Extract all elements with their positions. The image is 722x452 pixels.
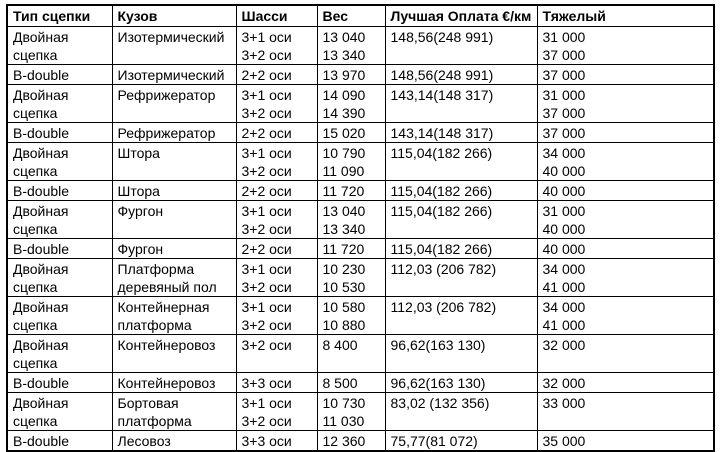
cell-body-type (112, 430, 236, 451)
cell-line: 31 000 (542, 28, 586, 45)
cell-line: 3+1 оси (241, 260, 292, 277)
table-row (7, 334, 714, 372)
header-heavy: Тяжелый (537, 5, 714, 26)
cell-line: 13 970 (322, 66, 366, 83)
cell-line: 3+2 оси (241, 220, 292, 237)
cell-line: Бортовая (117, 394, 179, 411)
cell-line: B-double (13, 182, 70, 199)
cell-body-type (112, 296, 236, 334)
cell-line: 148,56(248 991) (390, 66, 494, 83)
cell-line: 10 880 (322, 316, 366, 333)
cell-line: Контейнеровоз (117, 336, 216, 353)
cell-coupling-type (7, 26, 112, 64)
cell-line: 3+3 оси (241, 374, 292, 391)
cell-line: 12 360 (322, 432, 366, 449)
cell-weight (317, 238, 385, 258)
header-best-pay: Лучшая Оплата €/км (385, 5, 537, 26)
cell-line: B-double (13, 374, 70, 391)
cell-line: 8 500 (322, 374, 358, 391)
cell-body-type (112, 180, 236, 200)
cell-heavy (537, 84, 714, 122)
cell-line: 143,14(148 317) (390, 86, 494, 103)
cell-line: 3+2 оси (241, 162, 292, 179)
cell-line: Штора (117, 144, 160, 161)
table-row (7, 26, 714, 64)
cell-line: 8 400 (322, 336, 358, 353)
cell-coupling-type (7, 238, 112, 258)
cell-line: 13 040 (322, 202, 366, 219)
cell-coupling-type (7, 64, 112, 84)
cell-line: Изотермический (117, 66, 225, 83)
table-row (7, 258, 714, 296)
cell-line: Двойная (13, 28, 69, 45)
cell-line: 3+2 оси (241, 316, 292, 333)
cell-body-type (112, 26, 236, 64)
cell-heavy (537, 238, 714, 258)
cell-coupling-type (7, 372, 112, 392)
cell-body-type (112, 122, 236, 142)
cell-weight (317, 334, 385, 372)
table-row (7, 122, 714, 142)
cell-line: 37 000 (542, 66, 586, 83)
cell-line: Контейнерная (117, 298, 210, 315)
cell-line: B-double (13, 240, 70, 257)
cell-chassis (236, 26, 317, 64)
cell-line: 41 000 (542, 316, 586, 333)
cell-line: 40 000 (542, 240, 586, 257)
cell-line: 83,02 (132 356) (390, 394, 490, 411)
cell-coupling-type (7, 334, 112, 372)
cell-line: сцепка (13, 278, 58, 295)
cell-coupling-type (7, 258, 112, 296)
table-row (7, 430, 714, 451)
cell-line: B-double (13, 432, 70, 449)
cell-heavy (537, 430, 714, 451)
cell-line: Штора (117, 182, 160, 199)
cell-body-type (112, 84, 236, 122)
cell-line: сцепка (13, 412, 58, 429)
cell-best-pay (385, 26, 537, 64)
cell-coupling-type (7, 142, 112, 180)
cell-line: Рефрижератор (117, 86, 216, 103)
cell-line: 14 090 (322, 86, 366, 103)
cell-line: 13 340 (322, 46, 366, 63)
header-weight: Вес (317, 5, 385, 26)
cell-line: 11 030 (322, 412, 365, 429)
cell-body-type (112, 200, 236, 238)
cell-chassis (236, 84, 317, 122)
cell-line: 115,04(182 266) (390, 182, 493, 199)
cell-line: сцепка (13, 220, 58, 237)
cell-line: Лесовоз (117, 432, 171, 449)
cell-line: Фургон (117, 240, 164, 257)
cell-chassis (236, 180, 317, 200)
cell-best-pay (385, 372, 537, 392)
table-row (7, 142, 714, 180)
cell-weight (317, 296, 385, 334)
cell-chassis (236, 238, 317, 258)
header-coupling-type: Тип сцепки (7, 5, 112, 26)
cell-line: деревяный пол (117, 278, 217, 295)
cell-line: 96,62(163 130) (390, 374, 486, 391)
cell-line: 32 000 (542, 374, 586, 391)
cell-line: 40 000 (542, 220, 586, 237)
cell-line: 11 720 (322, 240, 365, 257)
cell-best-pay (385, 122, 537, 142)
cell-heavy (537, 334, 714, 372)
cell-coupling-type (7, 296, 112, 334)
cell-heavy (537, 392, 714, 430)
cell-line: 10 730 (322, 394, 366, 411)
cell-line: 34 000 (542, 298, 586, 315)
cell-line: сцепка (13, 316, 58, 333)
cell-coupling-type (7, 430, 112, 451)
cell-line: 31 000 (542, 202, 586, 219)
cell-line: 3+2 оси (241, 46, 292, 63)
cell-line: 13 040 (322, 28, 366, 45)
cell-weight (317, 372, 385, 392)
cell-chassis (236, 372, 317, 392)
table-row (7, 180, 714, 200)
cell-body-type (112, 372, 236, 392)
cell-weight (317, 122, 385, 142)
cell-line: 37 000 (542, 46, 586, 63)
cell-best-pay (385, 430, 537, 451)
cell-line: 32 000 (542, 336, 586, 353)
cell-line: 2+2 оси (241, 240, 292, 257)
cell-line: 148,56(248 991) (390, 28, 494, 45)
cell-line: 13 340 (322, 220, 366, 237)
cell-line: 37 000 (542, 124, 586, 141)
cell-line: 2+2 оси (241, 124, 292, 141)
table-row (7, 238, 714, 258)
table-row (7, 392, 714, 430)
cell-heavy (537, 296, 714, 334)
cell-line: 3+1 оси (241, 86, 292, 103)
cell-line: Фургон (117, 202, 164, 219)
cell-line: 2+2 оси (241, 182, 292, 199)
cell-line: 10 230 (322, 260, 366, 277)
cell-weight (317, 84, 385, 122)
cell-heavy (537, 142, 714, 180)
cell-line: 112,03 (206 782) (390, 260, 497, 277)
cell-chassis (236, 200, 317, 238)
cell-line: Двойная (13, 260, 69, 277)
cell-weight (317, 430, 385, 451)
cell-line: Двойная (13, 202, 69, 219)
cell-heavy (537, 258, 714, 296)
cell-chassis (236, 258, 317, 296)
cell-line: 2+2 оси (241, 66, 292, 83)
cell-line: 40 000 (542, 182, 586, 199)
cell-chassis (236, 64, 317, 84)
cell-line: 3+1 оси (241, 394, 292, 411)
header-chassis: Шасси (236, 5, 317, 26)
cell-best-pay (385, 84, 537, 122)
cell-line: 3+2 оси (241, 412, 292, 429)
cell-line: сцепка (13, 46, 58, 63)
cell-line: 115,04(182 266) (390, 240, 493, 257)
cell-line: 34 000 (542, 260, 586, 277)
cell-line: 3+3 оси (241, 432, 292, 449)
table-row (7, 200, 714, 238)
cell-line: платформа (117, 412, 192, 429)
cell-line: 34 000 (542, 144, 586, 161)
cell-line: Рефрижератор (117, 124, 216, 141)
cell-line: 115,04(182 266) (390, 144, 493, 161)
cell-weight (317, 258, 385, 296)
cell-coupling-type (7, 122, 112, 142)
cell-weight (317, 142, 385, 180)
cell-line: платформа (117, 316, 192, 333)
cell-line: Двойная (13, 394, 69, 411)
cell-best-pay (385, 334, 537, 372)
cell-line: 3+1 оси (241, 298, 292, 315)
cell-chassis (236, 430, 317, 451)
cell-best-pay (385, 142, 537, 180)
table-row (7, 64, 714, 84)
cell-body-type (112, 334, 236, 372)
cell-chassis (236, 122, 317, 142)
header-body-type: Кузов (112, 5, 236, 26)
table-body (7, 26, 714, 451)
cell-line: 11 090 (322, 162, 365, 179)
cell-best-pay (385, 200, 537, 238)
cell-line: 15 020 (322, 124, 366, 141)
table-row (7, 84, 714, 122)
cell-best-pay (385, 64, 537, 84)
cell-line: 3+2 оси (241, 336, 292, 353)
cell-line: B-double (13, 124, 70, 141)
cell-weight (317, 26, 385, 64)
cell-line: 3+2 оси (241, 104, 292, 121)
cell-line: 31 000 (542, 86, 586, 103)
cell-body-type (112, 238, 236, 258)
cell-chassis (236, 142, 317, 180)
cell-line: 33 000 (542, 394, 586, 411)
cell-line: 10 530 (322, 278, 366, 295)
cell-best-pay (385, 296, 537, 334)
cell-line: Контейнеровоз (117, 374, 216, 391)
cell-best-pay (385, 238, 537, 258)
cell-line: сцепка (13, 104, 58, 121)
cell-coupling-type (7, 180, 112, 200)
cell-line: 11 720 (322, 182, 365, 199)
table-row (7, 296, 714, 334)
cell-line: 112,03 (206 782) (390, 298, 497, 315)
table-row (7, 372, 714, 392)
cell-heavy (537, 122, 714, 142)
cell-body-type (112, 258, 236, 296)
cell-line: 3+2 оси (241, 278, 292, 295)
cell-line: 115,04(182 266) (390, 202, 493, 219)
cell-heavy (537, 200, 714, 238)
trailer-combinations-table (6, 4, 715, 452)
cell-line: 3+1 оси (241, 144, 292, 161)
cell-weight (317, 180, 385, 200)
cell-best-pay (385, 258, 537, 296)
cell-coupling-type (7, 392, 112, 430)
cell-line: сцепка (13, 354, 58, 371)
cell-line: Двойная (13, 144, 69, 161)
cell-line: Изотермический (117, 28, 225, 45)
cell-line: 40 000 (542, 162, 586, 179)
cell-line: 41 000 (542, 278, 586, 295)
cell-line: 75,77(81 072) (390, 432, 478, 449)
cell-heavy (537, 64, 714, 84)
cell-coupling-type (7, 200, 112, 238)
cell-line: сцепка (13, 162, 58, 179)
cell-line: 143,14(148 317) (390, 124, 494, 141)
cell-line: Двойная (13, 298, 69, 315)
cell-line: 96,62(163 130) (390, 336, 486, 353)
cell-coupling-type (7, 84, 112, 122)
cell-line: 10 580 (322, 298, 366, 315)
cell-best-pay (385, 392, 537, 430)
cell-heavy (537, 26, 714, 64)
cell-line: Двойная (13, 336, 69, 353)
cell-line: 35 000 (542, 432, 586, 449)
cell-chassis (236, 334, 317, 372)
cell-line: 3+1 оси (241, 28, 292, 45)
cell-chassis (236, 392, 317, 430)
cell-line: Платформа (117, 260, 195, 277)
cell-body-type (112, 142, 236, 180)
cell-weight (317, 392, 385, 430)
cell-best-pay (385, 180, 537, 200)
cell-weight (317, 64, 385, 84)
cell-chassis (236, 296, 317, 334)
cell-body-type (112, 64, 236, 84)
cell-heavy (537, 372, 714, 392)
cell-heavy (537, 180, 714, 200)
cell-line: 37 000 (542, 104, 586, 121)
cell-line: 10 790 (322, 144, 366, 161)
table-header-row (7, 5, 714, 26)
cell-body-type (112, 392, 236, 430)
cell-line: 3+1 оси (241, 202, 292, 219)
cell-line: Двойная (13, 86, 69, 103)
cell-weight (317, 200, 385, 238)
cell-line: B-double (13, 66, 70, 83)
cell-line: 14 390 (322, 104, 366, 121)
